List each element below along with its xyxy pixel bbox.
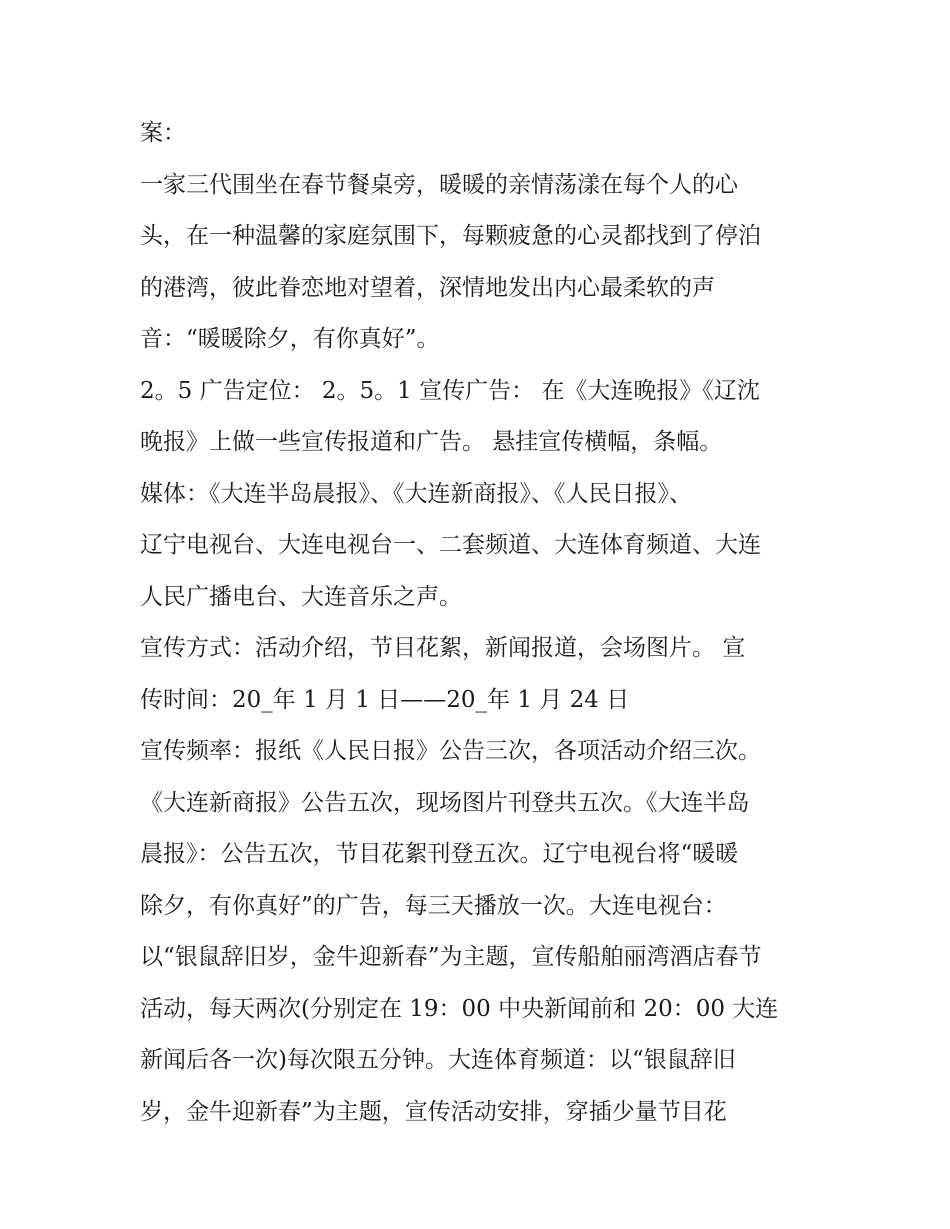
text-line: 辽宁电视台、大连电视台一、二套频道、大连体育频道、大连	[140, 532, 761, 558]
body-text	[140, 108, 820, 1138]
text-line: 传时间：20_年 1 月 1 日——20_年 1 月 24 日	[140, 686, 630, 713]
text-line: 晨报》：公告五次，节目花絮刊登五次。辽宁电视台将“暖暖	[140, 841, 739, 867]
text-line: 除夕，有你真好”的广告，每三天播放一次。大连电视台：	[140, 892, 727, 919]
text-line: 晚报》上做一些宣传报道和广告。 悬挂宣传横幅，条幅。	[140, 429, 723, 455]
text-line: 《大连新商报》公告五次，现场图片刊登共五次。《大连半岛	[140, 789, 750, 816]
text-line: 2。5 广告定位： 2。5。1 宣传广告： 在《大连晚报》《辽沈	[140, 377, 760, 404]
text-line: 活动，每天两次(分别定在 19：00 中央新闻前和 20：00 大连	[140, 995, 779, 1022]
text-line: 人民广播电台、大连音乐之声。	[140, 583, 462, 610]
text-line: 岁，金牛迎新春”为主题，宣传活动安排，穿插少量节目花	[140, 1098, 727, 1125]
text-line: 宣传频率：报纸《人民日报》公告三次，各项活动介绍三次。	[140, 738, 761, 764]
text-line: 宣传方式：活动介绍，节目花絮，新闻报道，会场图片。 宣	[140, 635, 746, 661]
text-line: 以“银鼠辞旧岁，金牛迎新春”为主题，宣传船舶丽湾酒店春节	[140, 944, 762, 970]
text-line: 案：	[140, 120, 186, 146]
text-line: 头，在一种温馨的家庭氛围下，每颗疲惫的心灵都找到了停泊	[140, 223, 761, 249]
text-line: 的港湾，彼此眷恋地对望着，深情地发出内心最柔软的声	[140, 274, 715, 301]
text-line: 一家三代围坐在春节餐桌旁，暖暖的亲情荡漾在每个人的心	[140, 171, 738, 198]
text-line: 媒体：《大连半岛晨报》、《大连新商报》、《人民日报》、	[140, 480, 692, 507]
text-line: 新闻后各一次)每次限五分钟。大连体育频道：以“银鼠辞旧	[140, 1047, 736, 1073]
text-line: 音：“暖暖除夕，有你真好”。	[140, 326, 440, 352]
